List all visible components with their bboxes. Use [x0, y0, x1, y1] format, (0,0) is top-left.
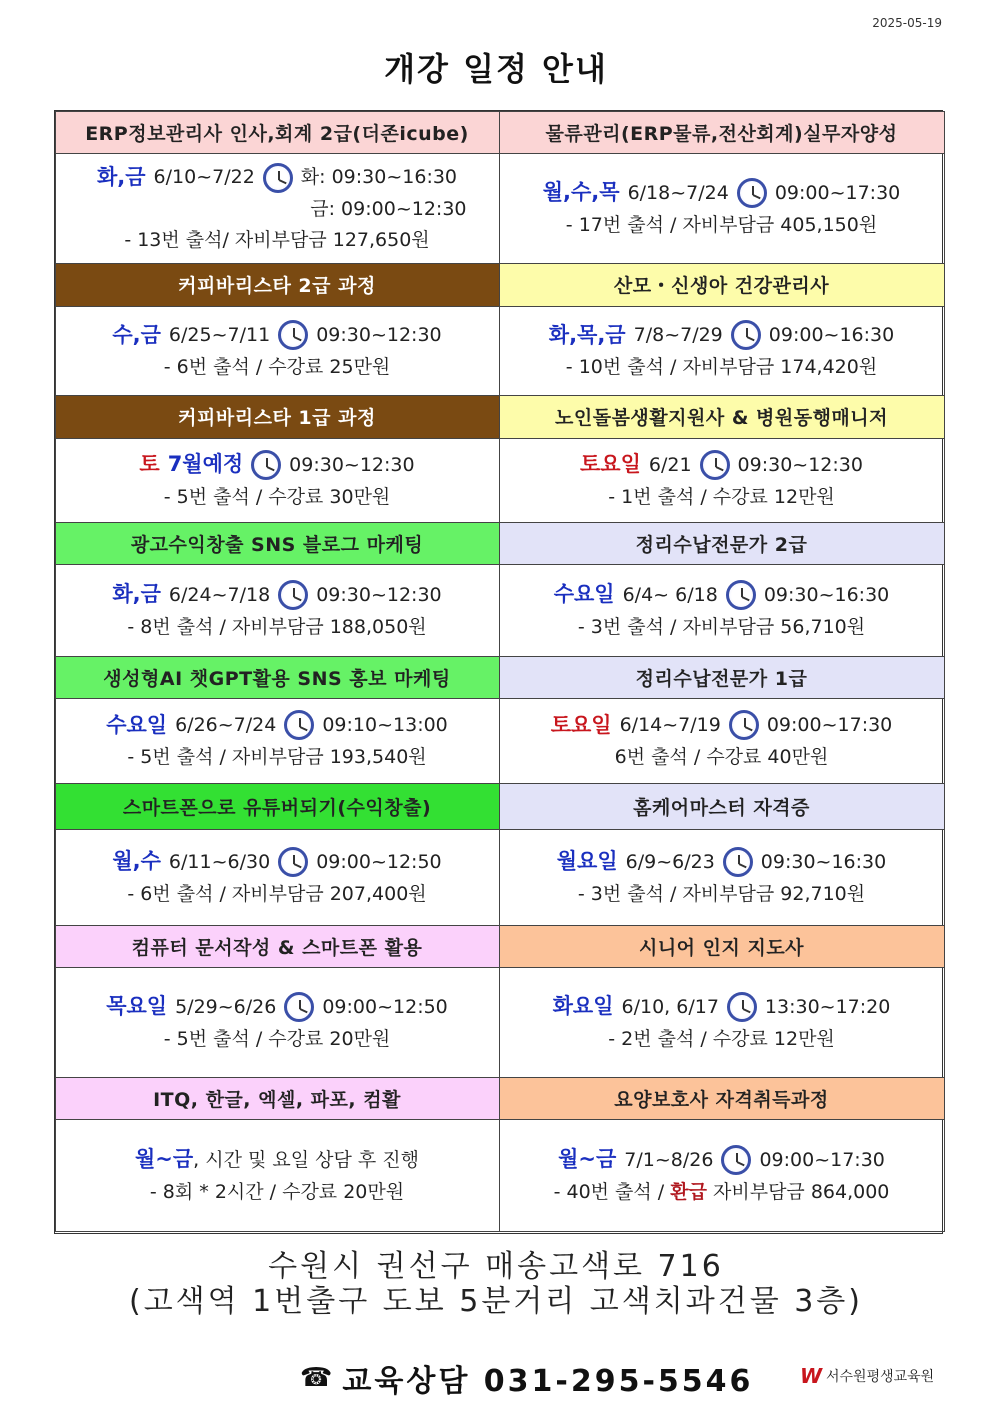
schedule-line	[97, 161, 457, 195]
clock-icon	[731, 320, 761, 350]
course-time: 09:10~13:00	[322, 714, 448, 737]
schedule-line	[112, 319, 441, 353]
course-header: 정리수납전문가 2급	[499, 522, 945, 565]
course-detail-text: - 3번 출석 / 자비부담금 92,710원	[577, 882, 866, 905]
schedule-line	[557, 845, 886, 879]
course-header: 정리수납전문가 1급	[499, 656, 945, 699]
telephone-icon: ☎	[300, 1363, 333, 1393]
course-header: 노인돌봄생활지원사 & 병원동행매니저	[499, 395, 945, 439]
schedule-line	[106, 990, 448, 1024]
course-detail-text: 6번 출석 / 수강료 40만원	[614, 746, 829, 769]
clock-icon	[727, 992, 757, 1022]
course-header: 시니어 인지 지도사	[499, 925, 945, 968]
course-detail-text: - 3번 출석 / 자비부담금 56,710원	[577, 615, 866, 638]
schedule-line	[549, 319, 894, 353]
course-days: 화,금	[112, 582, 161, 606]
course-header: 생성형AI 챗GPT활용 SNS 홍보 마케팅	[55, 656, 500, 699]
course-header: 커피바리스타 1급 과정	[55, 395, 500, 439]
course-days: 토요일	[550, 712, 612, 737]
course-days: 월,수,목	[542, 180, 620, 204]
schedule-line	[139, 448, 414, 482]
schedule-line	[135, 1143, 419, 1177]
course-detail-text: - 5번 출석 / 자비부담금 193,540원	[127, 746, 427, 769]
course-detail-prefix: - 40번 출석 /	[553, 1180, 671, 1203]
clock-icon	[278, 320, 308, 350]
course-detail	[127, 612, 426, 642]
course-schedule	[499, 153, 945, 264]
course-detail	[164, 482, 391, 512]
course-time: 화: 09:30~16:30	[300, 166, 458, 189]
clock-icon	[284, 992, 314, 1022]
logo-mark-icon: W	[800, 1364, 823, 1388]
course-schedule	[55, 153, 500, 264]
course-dates: 6/18~7/24	[627, 181, 729, 204]
contact-footer	[300, 1356, 753, 1400]
course-header: 물류관리(ERP물류,전산회계)실무자양성	[499, 111, 945, 154]
clock-icon	[251, 450, 281, 480]
clock-icon	[721, 1145, 751, 1175]
schedule-line	[543, 176, 901, 210]
course-time: 09:30~16:30	[760, 850, 887, 873]
course-days: 수요일	[106, 712, 168, 737]
course-detail-text: 자비부담금 864,000	[706, 1180, 890, 1203]
course-days: 수,금	[112, 322, 161, 347]
document-date: 2025-05-19	[872, 16, 942, 30]
course-dates: 6/4~ 6/18	[622, 583, 718, 606]
course-time: 09:00~12:50	[316, 850, 442, 873]
course-schedule	[55, 1119, 500, 1232]
course-detail	[127, 742, 426, 772]
schedule-line	[112, 578, 441, 612]
clock-icon	[700, 450, 730, 480]
schedule-line	[112, 845, 441, 879]
schedule-table	[54, 110, 943, 1234]
course-header: 컴퓨터 문서작성 & 스마트폰 활용	[55, 925, 500, 968]
course-detail-text: - 2번 출석 / 수강료 12만원	[608, 1027, 835, 1050]
course-detail-text: - 5번 출석 / 수강료 20만원	[163, 1027, 391, 1050]
course-dates: 7/1~8/26	[624, 1148, 714, 1171]
course-dates: 6/21	[648, 453, 692, 476]
course-time: 13:30~17:20	[764, 995, 891, 1018]
course-time: 09:30~12:30	[316, 324, 442, 347]
course-detail	[578, 879, 865, 909]
course-schedule	[499, 829, 945, 926]
course-detail	[608, 482, 835, 512]
course-days: 수요일	[553, 582, 615, 606]
course-dates: 6/24~7/18	[168, 583, 271, 606]
course-days: 화요일	[552, 994, 614, 1018]
course-days: 화,목,금	[548, 322, 626, 347]
course-detail	[554, 1177, 890, 1207]
address-line-2: (고색역 1번출구 도보 5분거리 고색치과건물 3층)	[129, 1283, 863, 1319]
course-days: 월~금	[135, 1147, 194, 1171]
course-schedule	[55, 698, 500, 784]
course-detail-text: - 8번 출석 / 자비부담금 188,050원	[127, 615, 427, 638]
course-detail-text: - 13번 출석/ 자비부담금 127,650원	[124, 228, 430, 251]
course-time: 09:00~17:30	[766, 714, 893, 737]
course-dates: 6/11~6/30	[168, 850, 271, 873]
course-schedule	[55, 438, 500, 523]
course-detail	[578, 612, 865, 642]
logo-text: 서수원평생교육원	[826, 1369, 935, 1385]
course-detail-text: - 10번 출석 / 자비부담금 174,420원	[565, 356, 878, 379]
course-schedule	[55, 306, 500, 396]
course-month-note: 7월예정	[167, 452, 244, 476]
course-schedule	[499, 564, 945, 657]
clock-icon	[278, 580, 308, 610]
course-header: ERP정보관리사 인사,회계 2급(더존icube)	[55, 111, 500, 154]
course-days: 토요일	[580, 452, 641, 476]
course-detail	[164, 352, 391, 382]
course-detail	[615, 742, 829, 772]
course-detail	[164, 1024, 391, 1054]
course-detail	[127, 879, 426, 909]
course-detail-text: - 5번 출석 / 수강료 30만원	[163, 485, 391, 508]
course-detail-text: - 1번 출석 / 수강료 12만원	[608, 485, 835, 508]
course-days: 월~금	[558, 1147, 617, 1171]
course-schedule	[499, 438, 945, 523]
course-days: 월,수	[112, 849, 161, 873]
course-time: 09:00~12:50	[322, 995, 448, 1018]
course-dates: 6/14~7/19	[619, 714, 721, 737]
course-header: 스마트폰으로 유튜버되기(수익창출)	[55, 783, 500, 830]
course-detail-text: - 6번 출석 / 수강료 25만원	[163, 356, 391, 379]
contact-phone: 교육상담 031-295-5546	[342, 1364, 754, 1399]
course-detail	[150, 1177, 404, 1207]
course-detail-text: - 6번 출석 / 자비부담금 207,400원	[127, 882, 427, 905]
course-time: 09:30~16:30	[763, 583, 890, 606]
course-time: 09:30~12:30	[316, 583, 442, 606]
course-schedule	[55, 967, 500, 1078]
course-note: , 시간 및 요일 상담 후 진행	[193, 1148, 419, 1171]
page-title: 개강 일정 안내	[384, 50, 608, 88]
course-time: 09:00~17:30	[759, 1148, 885, 1171]
course-schedule	[499, 1119, 945, 1232]
course-header: 홈케어마스터 자격증	[499, 783, 945, 830]
course-dates: 6/9~6/23	[625, 850, 715, 873]
course-schedule	[499, 306, 945, 396]
course-detail-text: - 17번 출석 / 자비부담금 405,150원	[565, 213, 878, 236]
schedule-line	[558, 1143, 885, 1177]
course-days: 목요일	[106, 994, 168, 1018]
course-dates: 6/10~7/22	[153, 166, 255, 189]
course-time: 09:00~17:30	[774, 181, 901, 204]
course-schedule	[55, 564, 500, 657]
course-days: 화,금	[96, 164, 146, 189]
schedule-line	[106, 709, 448, 743]
address-line-1: 수원시 권선구 매송고색로 716	[268, 1249, 724, 1284]
course-dates: 6/26~7/24	[175, 714, 277, 737]
clock-icon	[263, 163, 293, 193]
course-detail	[566, 352, 877, 382]
schedule-line	[554, 578, 890, 612]
course-header: ITQ, 한글, 엑셀, 파포, 컴활	[55, 1077, 500, 1120]
clock-icon	[284, 710, 314, 740]
course-time: 09:30~12:30	[289, 453, 415, 476]
clock-icon	[278, 847, 308, 877]
course-header: 커피바리스타 2급 과정	[55, 263, 500, 307]
course-detail	[566, 210, 877, 240]
course-time-2: 금: 09:00~12:30	[310, 198, 467, 221]
course-schedule	[55, 829, 500, 926]
course-schedule	[499, 967, 945, 1078]
course-dates: 6/25~7/11	[168, 324, 271, 347]
course-dates: 5/29~6/26	[175, 995, 277, 1018]
refund-label: 환급	[670, 1180, 707, 1203]
schedule-line	[551, 709, 893, 743]
address-block	[0, 1250, 992, 1319]
course-time: 09:00~16:30	[768, 324, 895, 347]
course-days: 월요일	[556, 849, 618, 873]
clock-icon	[737, 178, 767, 208]
clock-icon	[726, 580, 756, 610]
course-schedule	[499, 698, 945, 784]
course-dates: 7/8~7/29	[633, 324, 723, 347]
course-time: 09:30~12:30	[737, 453, 863, 476]
course-header: 산모・신생아 건강관리사	[499, 263, 945, 307]
clock-icon	[729, 710, 759, 740]
course-detail	[608, 1024, 835, 1054]
clock-icon	[723, 847, 753, 877]
course-detail-text: - 8회 * 2시간 / 수강료 20만원	[149, 1180, 405, 1203]
course-days: 토	[139, 452, 160, 476]
course-header: 광고수익창출 SNS 블로그 마케팅	[55, 522, 500, 565]
course-header: 요양보호사 자격취득과정	[499, 1077, 945, 1120]
institution-logo	[800, 1364, 934, 1388]
course-dates: 6/10, 6/17	[621, 995, 719, 1018]
schedule-line	[553, 990, 891, 1024]
course-detail	[124, 225, 429, 255]
schedule-line	[580, 448, 863, 482]
